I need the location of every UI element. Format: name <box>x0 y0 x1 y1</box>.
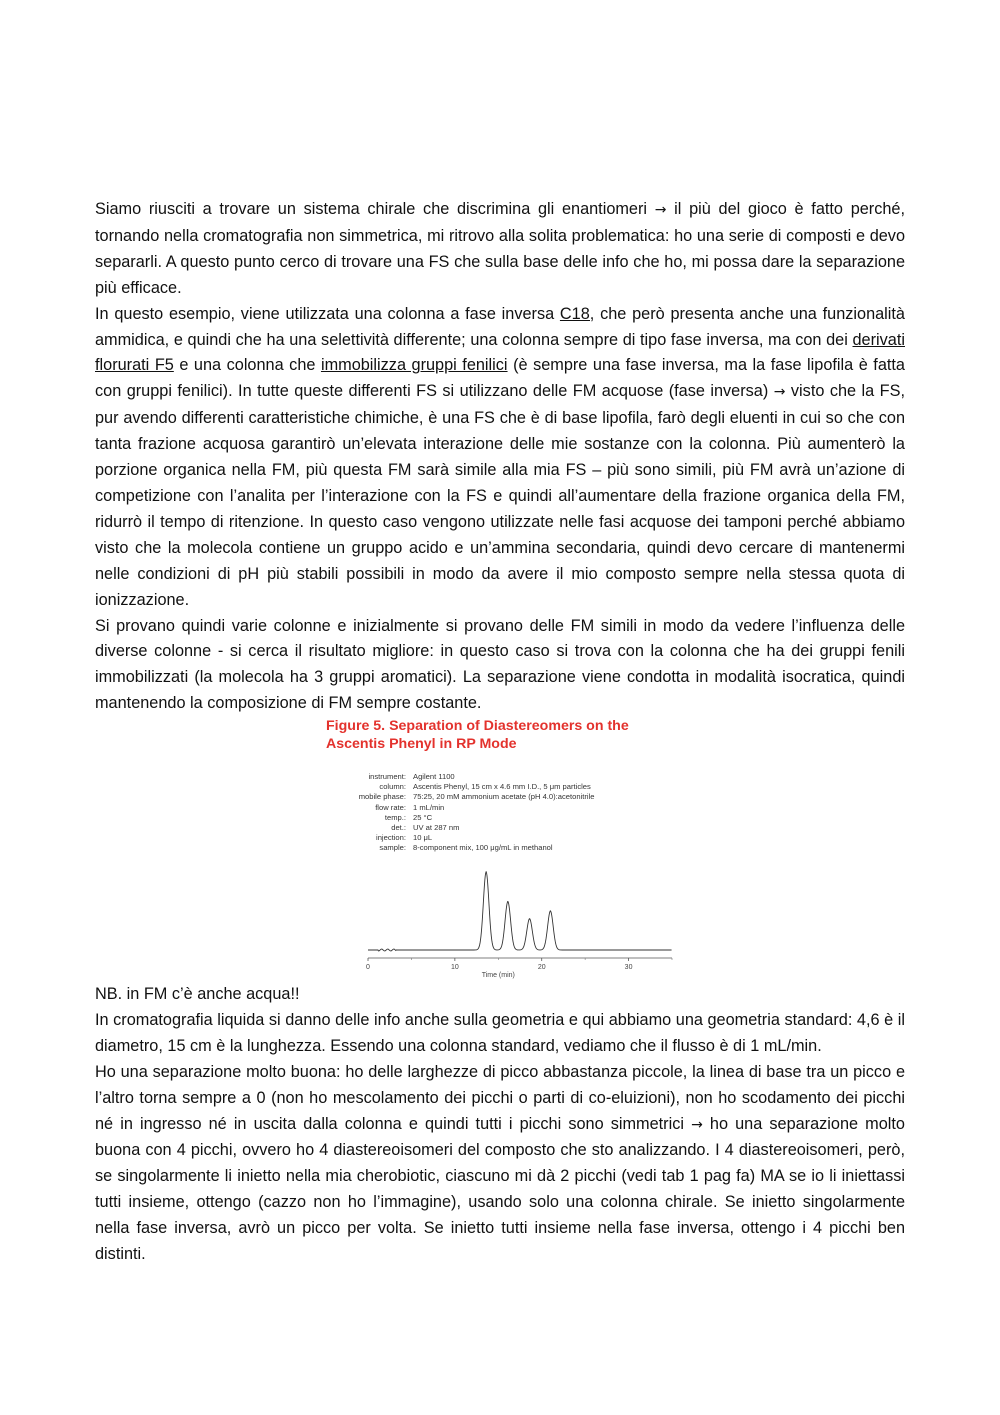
condition-key: column: <box>379 782 406 792</box>
peak-1 <box>486 871 487 872</box>
x-tick-label: 30 <box>624 964 633 971</box>
x-tick-label: 10 <box>450 964 459 971</box>
p2-text-e: visto che la FS, pur avendo differenti caratteristiche chimiche, è una FS che è di base lipofila, farò degli eluenti in cui so che con tanta frazione acquosa garantirò un’elevata interazione delle mie sostanze con la colonna. Più aumenterò la porzione organica nella FM, più questa FM sarà simile alla mia FS – più sono simili, più FM avrà un’azione di competizione con l’analita per l’interazione con la FS e quindi all’aumentare della frazione organica della FM, ridurrò il tempo di ritenzione. In questo caso vengono utilizzate nelle fasi acquose dei tamponi perché abbiamo visto che la molecola contiene un gruppo acido e un’ammina secondaria, quindi devo cercare di mantenermi nelle condizioni di pH più stabili possibili in modo da avere il mio composto sempre nella stessa quota di ionizzazione. <box>95 382 905 609</box>
condition-row <box>300 792 700 802</box>
figure-title-line-1: Figure 5. Separation of Diastereomers on the <box>326 718 629 734</box>
x-tick-label: 20 <box>537 964 546 971</box>
condition-value: 10 μL <box>413 833 433 843</box>
condition-key: injection: <box>376 833 406 843</box>
paragraph-5 <box>95 1060 905 1268</box>
condition-row <box>300 823 700 833</box>
chromatogram-chart <box>300 866 700 980</box>
x-tick-label: 0 <box>366 964 370 971</box>
p1-text-a: Siamo riusciti a trovare un sistema chirale che discrimina gli enantiomeri <box>95 200 655 218</box>
condition-key: instrument: <box>368 772 406 781</box>
condition-value: Ascentis Phenyl, 15 cm x 4.6 mm I.D., 5 μm particles <box>413 782 591 792</box>
underlined-c18: C18, <box>559 304 595 323</box>
figure-title-line-2: Ascentis Phenyl in RP Mode <box>326 736 517 752</box>
x-axis-label: Time (min) <box>481 972 515 979</box>
condition-value: Agilent 1100 <box>413 772 455 781</box>
condition-key: mobile phase: <box>358 792 406 802</box>
p5-text-a: Ho una separazione molto buona: ho delle larghezze di picco abbastanza piccole, la linea di base tra un picco e l’altro torna sempre a 0 (non ho mescolamento dei picchi o parti di co-eluizioni), non ho scodamento dei picchi né in ingresso né in uscita dalla colonna e quindi tutti i picchi sono simmetrici <box>95 1062 905 1133</box>
condition-value: 8-component mix, 100 μg/mL in methanol <box>413 843 553 853</box>
p2-text-b: che però presenta anche una funzionalità ammidica, e quindi che ha una selettività differente; una colonna sempre di tipo fase inversa, ma con dei <box>95 304 905 349</box>
paragraph-2 <box>95 302 905 614</box>
arrow-right-icon: → <box>654 202 667 218</box>
underlined-f5: derivati florurati F5 <box>95 330 905 375</box>
arrow-right-icon: → <box>773 384 786 401</box>
condition-value: 1 mL/min <box>413 802 445 812</box>
condition-key: flow rate: <box>375 802 406 812</box>
p1-text-b: il più del gioco è fatto perché, tornando nella cromatografia non simmetrica, mi ritrovo alla solita problematica: ho una serie di composti e devo separarli. A questo punto cerco di trovare una FS che sulla base delle info che ho, mi possa dare la separazione più efficace. <box>95 200 905 297</box>
condition-row <box>300 843 700 853</box>
p2-text-d: (è sempre una fase inversa, ma la fase lipofila è fatta con gruppi fenilici). In tutte queste differenti FS si utilizzano delle FM acquose (fase inversa) <box>95 356 905 401</box>
conditions-table <box>300 772 700 854</box>
condition-value: 75:25, 20 mM ammonium acetate (pH 4.0):acetonitrile <box>413 792 595 802</box>
condition-value: 25 °C <box>413 812 433 822</box>
underlined-phenyl: immobilizza gruppi fenilici <box>320 356 508 375</box>
nb-note: NB. in FM c’è anche acqua!! <box>95 985 300 1003</box>
p2-text-c: e una colonna che <box>173 356 321 375</box>
paragraph-3: Si provano quindi varie colonne e inizialmente si provano delle FM simili in modo da vedere l’influenza delle diverse colonne - si cerca il risultato migliore: in questo caso si trova con la colonna che ha dei gruppi fenili immobilizzati (la molecola ha 3 gruppi aromatici). La separazione viene condotta in modalità isocratica, quindi mantenendo la composizione di FM sempre costante. <box>95 616 905 713</box>
condition-key: temp.: <box>384 812 406 822</box>
peak-3 <box>529 918 530 919</box>
condition-row <box>300 813 700 823</box>
condition-key: det.: <box>391 823 406 833</box>
peak-4 <box>550 910 551 911</box>
p2-text-a: In questo esempio, viene utilizzata una colonna a fase inversa <box>95 304 560 323</box>
condition-row <box>300 782 700 792</box>
intro-text <box>95 197 905 717</box>
condition-value: UV at 287 nm <box>413 823 460 833</box>
peak-2 <box>507 901 508 902</box>
arrow-right-icon: → <box>691 1116 703 1133</box>
paragraph-4: In cromatografia liquida si danno delle info anche sulla geometria e qui abbiamo una geometria standard: 4,6 è il diametro, 15 cm è la lunghezza. Essendo una colonna standard, vediamo che il flusso è di 1 mL/min. <box>95 1010 905 1055</box>
condition-row <box>300 803 700 813</box>
paragraph-1 <box>95 197 905 302</box>
figure-5 <box>300 716 700 980</box>
p5-text-b: ho una separazione molto buona con 4 picchi, ovvero ho 4 diastereoisomeri del composto che sto analizzando. I 4 diastereoisomeri, però, se singolarmente li inietto nella mia cherobiotic, ciascuno mi dà 2 picchi (vedi tab 1 pag fa) MA se io li iniettassi tutti insieme, ottengo (cazzo non ho l’immagine), usando solo una colonna chirale. Se inietto singolarmente nella fase inversa, avrò un picco per volta. Se inietto tutti insieme nella fase inversa, ottengo i 4 picchi ben distinti. <box>95 1114 905 1264</box>
chromatogram-trace <box>368 872 672 951</box>
figure-title <box>326 717 706 753</box>
condition-row <box>300 833 700 843</box>
condition-row <box>300 772 700 782</box>
condition-key: sample: <box>379 843 406 853</box>
lower-text <box>95 982 905 1268</box>
